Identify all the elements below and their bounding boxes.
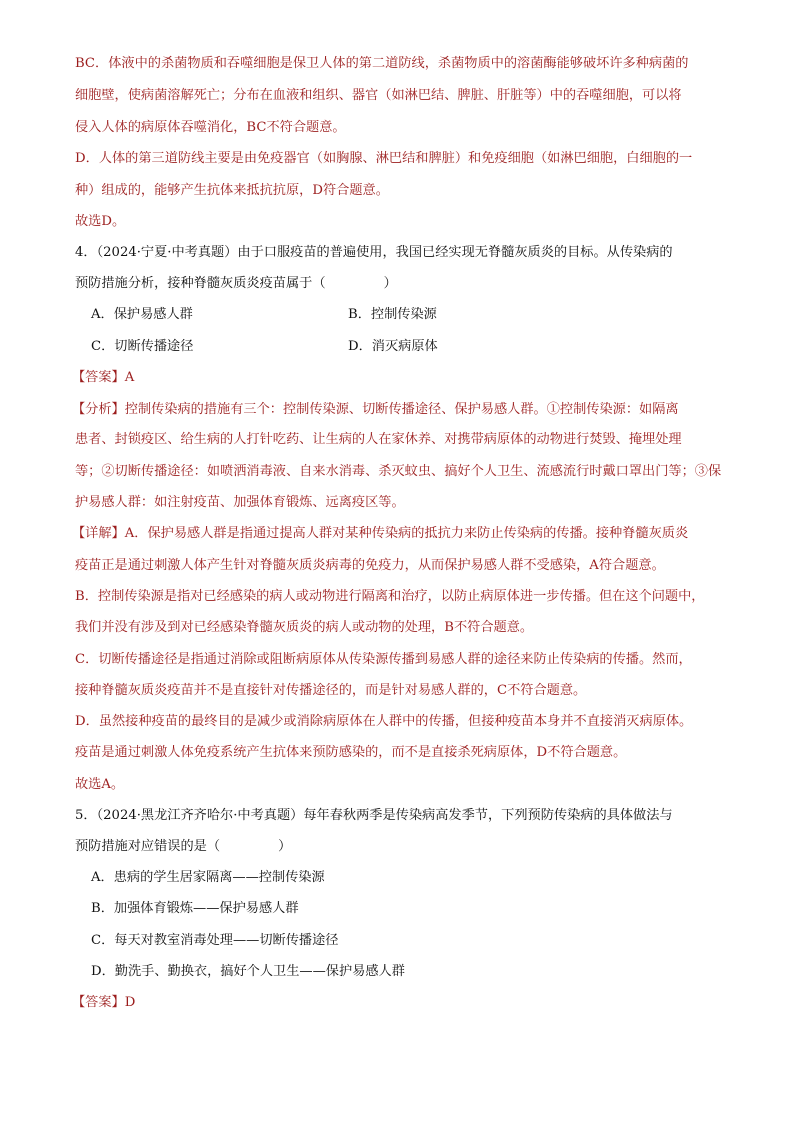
q4-detail-line-3: B．控制传染源是指对已经感染的病人或动物进行隔离和治疗，以防止病原体进一步传播。但在这个问题中， [75, 589, 705, 604]
q4-detail-tag: 【详解】 [72, 526, 125, 541]
q4-detail-line-6: 接种脊髓灰质炎疫苗并不是直接针对传播途径的，而是针对易感人群的，C不符合题意。 [75, 683, 587, 698]
q4-analysis-text-1: 控制传染病的措施有三个：控制传染源、切断传播途径、保护易感人群。①控制传染源：如隔离 [124, 402, 679, 417]
q4-option-d: D．消灭病原体 [348, 339, 438, 354]
q5-answer [72, 994, 135, 1012]
q5-stem-text: 预防措施对应错误的是（ [75, 839, 221, 854]
q4-option-b: B．控制传染源 [348, 307, 437, 322]
prev-explanation-bc-line-2: 细胞壁，使病菌溶解死亡；分布在血液和组织、器官（如淋巴结、脾脏、肝脏等）中的吞噬细胞，可以将 [75, 88, 682, 103]
q4-stem-text: 预防措施分析，接种脊髓灰质炎疫苗属于（ [75, 276, 326, 291]
q4-analysis-line-2: 患者、封锁疫区、给生病的人打针吃药、让生病的人在家休养、对携带病原体的动物进行焚毁、掩埋处理 [75, 432, 682, 447]
q4-analysis-line-3: 等；②切断传播途径：如喷洒消毒液、自来水消毒、杀灭蚊虫、搞好个人卫生、流感流行时戴口罩出门等；③保 [75, 464, 722, 479]
q5-answer-value: D [124, 995, 136, 1010]
q5-stem-line-1: 5．（2024·黑龙江齐齐哈尔·中考真题）每年春秋两季是传染病高发季节，下列预防传染病的具体做法与 [75, 808, 673, 823]
q5-option-d: D．勤洗手、勤换衣，搞好个人卫生——保护易感人群 [91, 964, 405, 979]
q4-analysis-line-4: 护易感人群：如注射疫苗、加强体育锻炼、远离疫区等。 [75, 495, 405, 510]
q4-stem-line-2 [75, 275, 397, 293]
q4-stem-line-1: 4．（2024·宁夏·中考真题）由于口服疫苗的普遍使用，我国已经实现无脊髓灰质炎的目标。从传染病的 [75, 245, 673, 260]
q4-option-a: A．保护易感人群 [91, 307, 193, 322]
q5-option-b: B．加强体育锻炼——保护易感人群 [91, 901, 299, 916]
q4-analysis-line-1 [72, 401, 679, 419]
q5-stem-line-2 [75, 838, 291, 856]
q4-detail-text-1: A．保护易感人群是指通过提高人群对某种传染病的抵抗力来防止传染病的传播。接种脊髓灰质炎 [124, 526, 689, 541]
q4-answer [72, 369, 134, 387]
q4-detail-line-5: C．切断传播途径是指通过消除或阻断病原体从传染源传播到易感人群的途径来防止传染病的传播。然而， [75, 652, 692, 667]
q4-detail-line-7: D．虽然接种疫苗的最终目的是减少或消除病原体在人群中的传播，但接种疫苗本身并不直接消灭病原体。 [75, 714, 693, 729]
q5-option-c: C．每天对教室消毒处理——切断传播途径 [91, 933, 339, 948]
q4-stem-close: ） [383, 276, 397, 291]
q4-detail-line-4: 我们并没有涉及到对已经感染脊髓灰质炎的病人或动物的处理，B不符合题意。 [75, 620, 534, 635]
q5-answer-tag: 【答案】 [72, 995, 125, 1010]
prev-explanation-bc-line-1: BC．体液中的杀菌物质和吞噬细胞是保卫人体的第二道防线，杀菌物质中的溶菌酶能够破坏许多种病菌的 [75, 56, 689, 71]
prev-explanation-bc-line-3: 侵入人体的病原体吞噬消化，BC不符合题意。 [75, 120, 346, 135]
q4-answer-tag: 【答案】 [72, 370, 125, 385]
q5-option-a: A．患病的学生居家隔离——控制传染源 [91, 870, 325, 885]
q4-detail-line-1 [72, 525, 688, 543]
q5-stem-close: ） [278, 839, 292, 854]
q4-detail-line-8: 疫苗是通过刺激人体免疫系统产生抗体来预防感染的，而不是直接杀死病原体，D不符合题意。 [75, 745, 627, 760]
q4-analysis-tag: 【分析】 [72, 402, 125, 417]
q4-conclusion: 故选A。 [75, 777, 125, 792]
q4-answer-value: A [124, 370, 135, 385]
prev-explanation-d-line-2: 种）组成的，能够产生抗体来抵抗抗原，D符合题意。 [75, 183, 389, 198]
q4-option-c: C．切断传播途径 [91, 339, 194, 354]
prev-conclusion: 故选D。 [75, 214, 126, 229]
prev-explanation-d-line-1: D．人体的第三道防线主要是由免疫器官（如胸腺、淋巴结和脾脏）和免疫细胞（如淋巴细胞，白细胞的一 [75, 151, 693, 166]
q4-detail-line-2: 疫苗正是通过刺激人体产生针对脊髓灰质炎病毒的免疫力，从而保护易感人群不受感染，A符合题意。 [75, 558, 665, 573]
